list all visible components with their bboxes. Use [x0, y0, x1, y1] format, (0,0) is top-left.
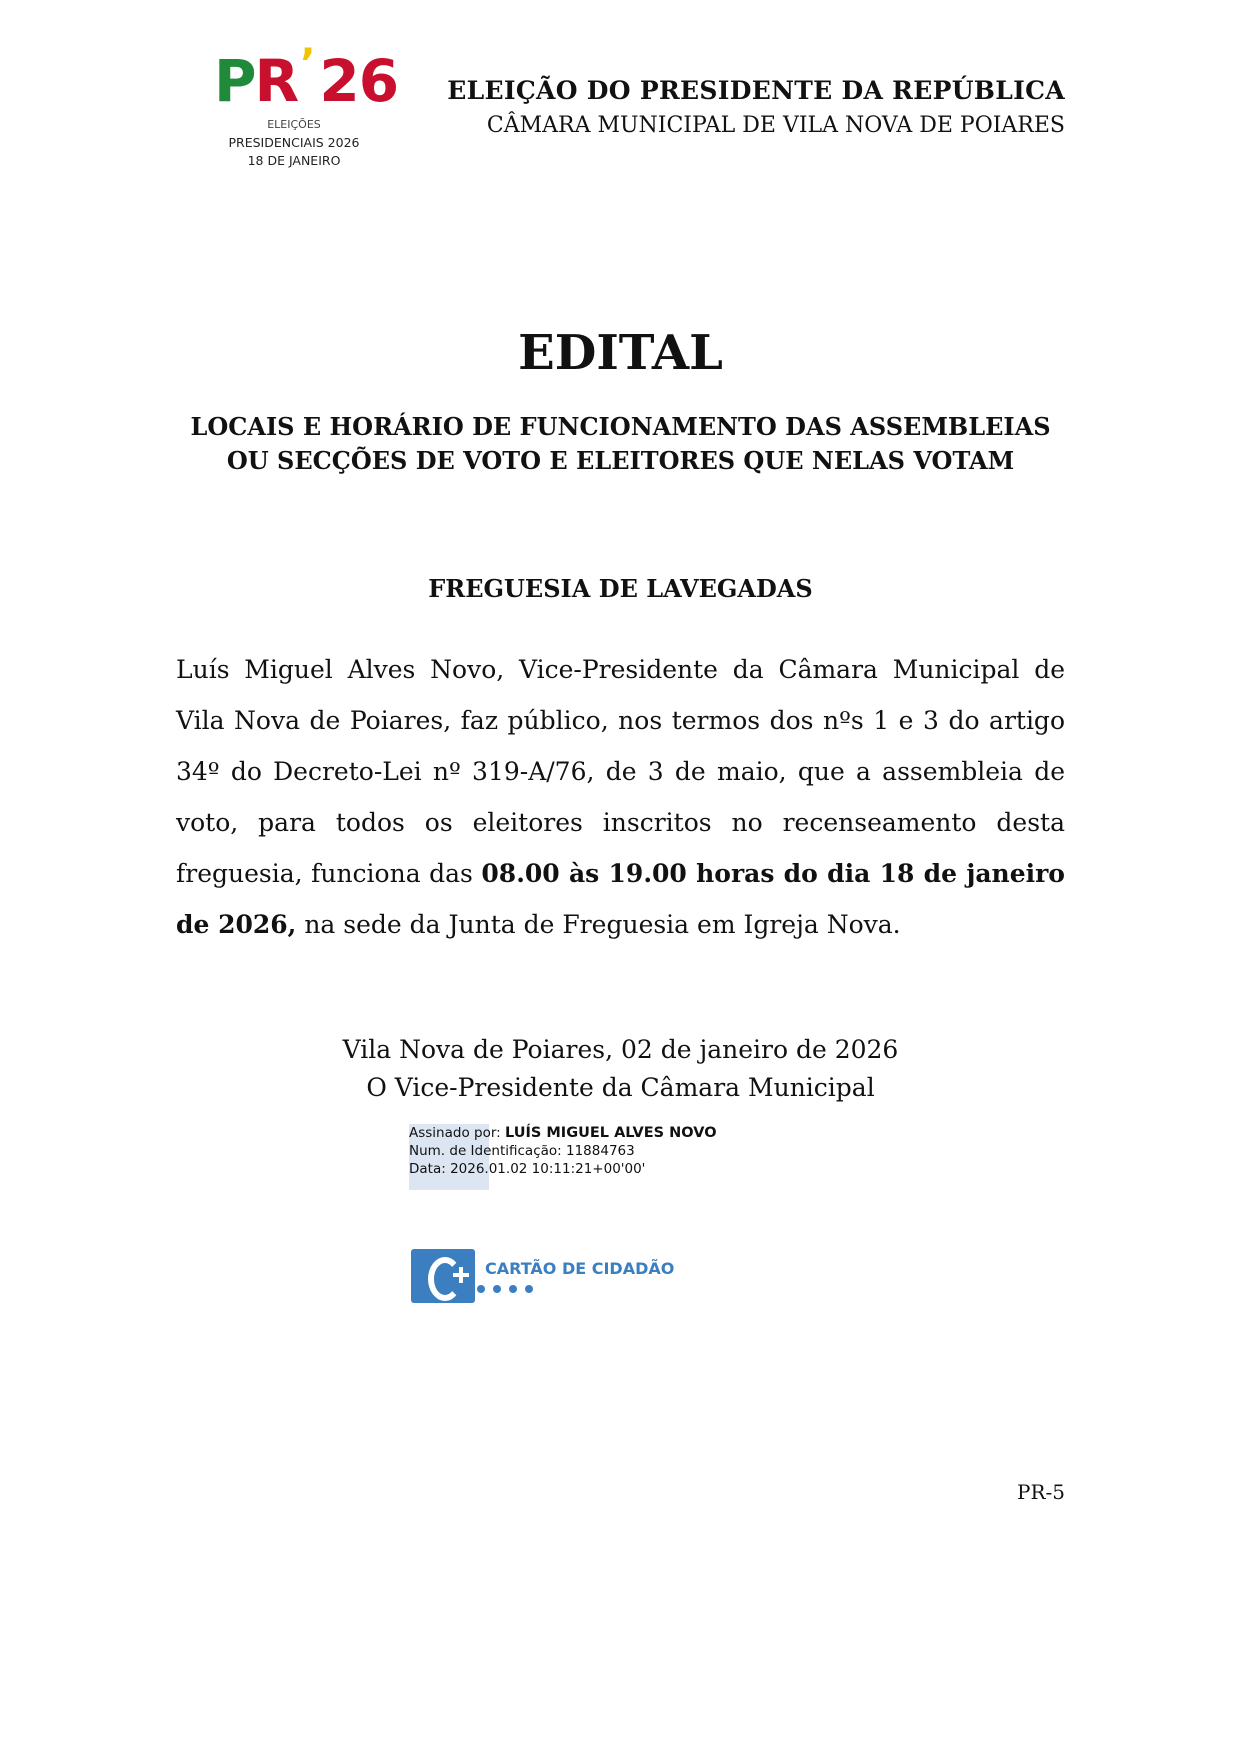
- signed-by-label: Assinado por:: [409, 1125, 501, 1141]
- header-municipality: CÂMARA MUNICIPAL DE VILA NOVA DE POIARES: [486, 113, 1065, 138]
- logo-caption-line3: 18 DE JANEIRO: [247, 153, 341, 168]
- signature-signed-by: [409, 1124, 717, 1142]
- logo-tick: ’: [300, 41, 316, 87]
- logo-mark: [214, 41, 399, 116]
- signature-date-line: Data: 2026.01.02 10:11:21+00'00': [409, 1161, 646, 1177]
- freguesia-heading: FREGUESIA DE LAVEGADAS: [428, 574, 813, 603]
- digital-signature-block: [409, 1124, 717, 1178]
- cartao-cidadao-icon: [411, 1249, 475, 1303]
- closing-block: [176, 1031, 1065, 1107]
- body-text-bold-schedule: 08.00 às 19.00 horas do dia 18 de janeiro de 2026,: [176, 859, 1065, 939]
- logo-caption: [216, 116, 372, 170]
- logo-r: R: [254, 47, 298, 115]
- cartao-de-cidadao-logo: [411, 1249, 674, 1303]
- document-subtitle: [176, 410, 1065, 478]
- signed-by-name: LUÍS MIGUEL ALVES NOVO: [505, 1125, 717, 1141]
- election-logo: [214, 41, 399, 178]
- document-header: [447, 74, 1065, 144]
- body-text-part2: na sede da Junta de Freguesia em Igreja Nova.: [296, 910, 901, 939]
- subtitle-line2: OU SECÇÕES DE VOTO E ELEITORES QUE NELAS VOTAM: [226, 446, 1015, 475]
- logo-caption-line1: ELEIÇÕES: [267, 118, 321, 131]
- body-text-part1: Luís Miguel Alves Novo, Vice-Presidente da Câmara Municipal de Vila Nova de Poiares, faz público, nos termos dos nºs 1 e 3 do artigo 34º do Decreto-Lei nº 319-A/76, de 3 de maio, que a assembleia de voto, para todos os eleitores inscritos no recenseamento desta freguesia, funciona das: [176, 655, 1065, 888]
- document-title: EDITAL: [518, 325, 723, 381]
- closing-signatory-role: O Vice-Presidente da Câmara Municipal: [366, 1073, 875, 1102]
- subtitle-line1: LOCAIS E HORÁRIO DE FUNCIONAMENTO DAS ASSEMBLEIAS: [190, 412, 1051, 441]
- header-election-title: ELEIÇÃO DO PRESIDENTE DA REPÚBLICA: [447, 76, 1065, 105]
- page-number: PR-5: [1017, 1480, 1065, 1504]
- edital-body: [176, 644, 1065, 950]
- logo-caption-line2: PRESIDENCIAIS 2026: [228, 135, 360, 150]
- cartao-cidadao-wordmark: [475, 1259, 674, 1293]
- logo-p: P: [214, 47, 255, 115]
- cartao-cidadao-dots: [477, 1285, 674, 1293]
- logo-26-text: 26: [319, 47, 399, 115]
- logo-pr-text: [214, 48, 297, 114]
- signature-id-line: Num. de Identificação: 11884763: [409, 1143, 635, 1159]
- cartao-cidadao-label: CARTÃO DE CIDADÃO: [485, 1259, 675, 1278]
- closing-place-date: Vila Nova de Poiares, 02 de janeiro de 2026: [342, 1035, 899, 1064]
